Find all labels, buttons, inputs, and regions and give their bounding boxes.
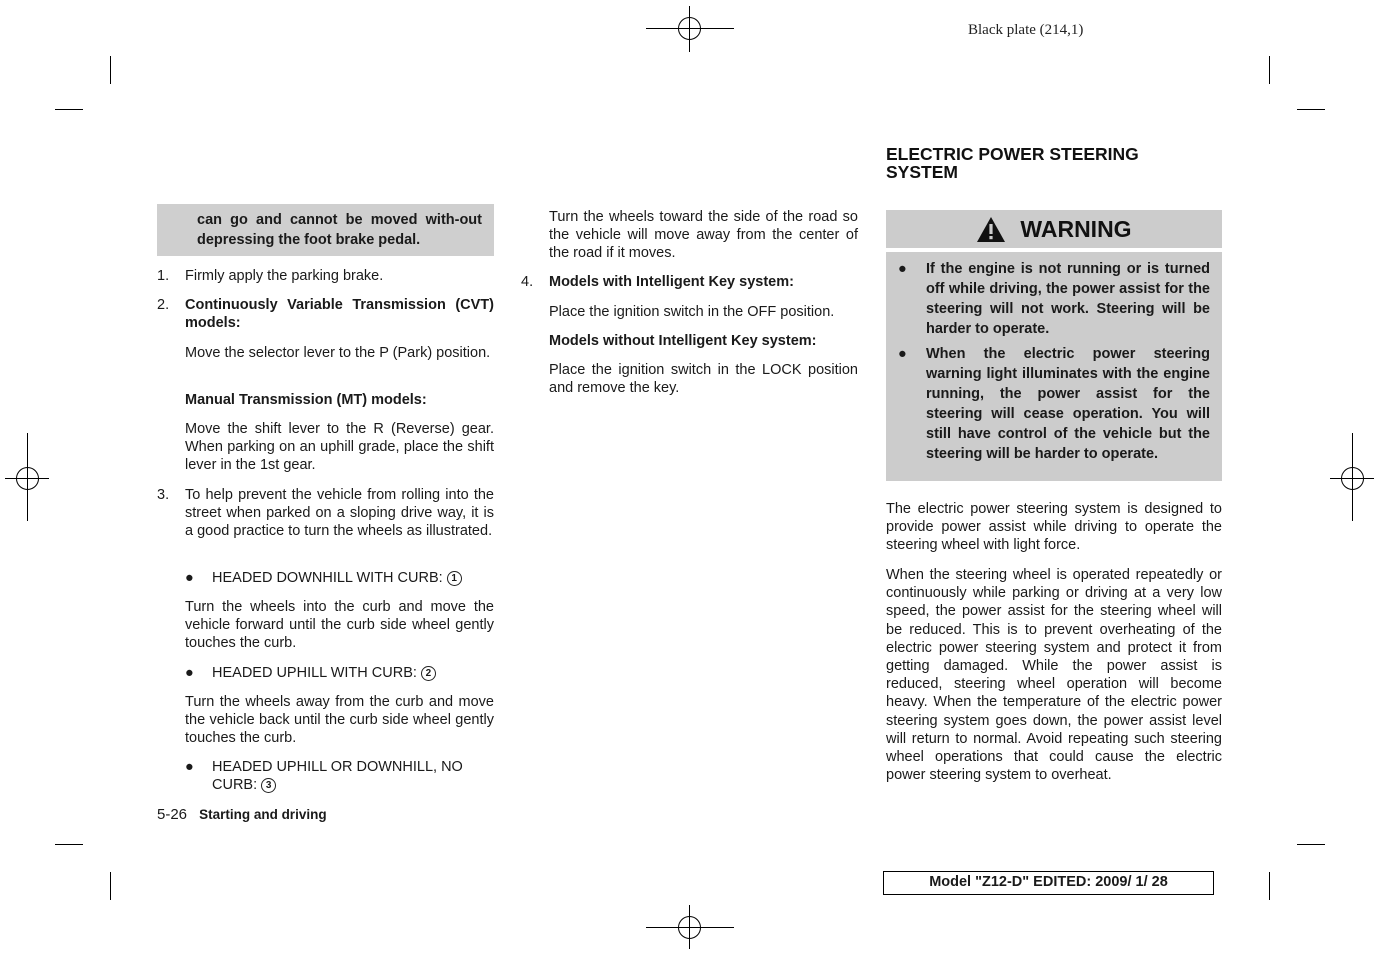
step-1 (157, 267, 494, 285)
warning-bullet (898, 259, 1210, 339)
continued-shaded-box (157, 204, 494, 256)
section-title: ELECTRIC POWER STEERING SYSTEM (886, 144, 1139, 182)
callout-marker: 2 (421, 666, 436, 681)
bullet-label-line2: CURB: (212, 777, 258, 794)
step-number: 3. (157, 487, 170, 503)
warning-bullet (898, 344, 1210, 464)
bullet-dot: ● (898, 261, 907, 277)
no-intelligent-key-text: Place the ignition switch in the LOCK position and remove the key. (549, 362, 858, 397)
bullet-downhill-curb (185, 569, 494, 587)
wheels-toward-road-text: Turn the wheels toward the side of the road so the vehicle will move away from the center of the road if it moves. (549, 209, 858, 262)
step-number: 4. (521, 274, 534, 290)
warning-header (886, 210, 1222, 248)
mt-text: Move the shift lever to the R (Reverse) gear. When parking on an uphill grade, place the shift lever in the 1st gear. (185, 421, 494, 474)
page-footer-label (157, 806, 327, 824)
crosshair-icon (678, 916, 701, 939)
model-edited-box (883, 871, 1214, 895)
step-number: 1. (157, 268, 170, 284)
step-1-text: Firmly apply the parking brake. (185, 268, 384, 284)
bullet-uphill-curb (185, 664, 494, 682)
cvt-text: Move the selector lever to the P (Park) position. (185, 345, 491, 361)
warning-title: WARNING (1020, 215, 1132, 242)
eps-paragraph-2: When the steering wheel is operated repeatedly or continuously while parking or driving at a very low speed, the power assist for the steering wheel will be reduced. This is to prevent overheating of the electric power steering system and protect it from getting damaged. While the power assist is reduced, steering wheel operation will become heavy. When the temperature of the electric power steering system goes down, the power assist level will return to normal. Avoid repeating such steering wheel operations that could cause the electric power steering system to overheat. (886, 567, 1222, 784)
cvt-heading: Continuously Variable Transmission (CVT) models: (185, 297, 494, 332)
shaded-box-text: can go and cannot be moved with-out depressing the foot brake pedal. (197, 212, 482, 248)
callout-marker: 1 (447, 571, 462, 586)
no-intelligent-key-heading: Models without Intelligent Key system: (549, 333, 817, 349)
step-number: 2. (157, 297, 170, 313)
model-edited-text: Model "Z12-D" EDITED: 2009/ 1/ 28 (929, 874, 1168, 890)
warning-box (886, 210, 1222, 481)
eps-paragraph-1: The electric power steering system is designed to provide power assist while driving to operate the steering wheel with light force. (886, 501, 1222, 554)
intelligent-key-heading: Models with Intelligent Key system: (549, 274, 794, 290)
uphill-curb-text: Turn the wheels away from the curb and move the vehicle back until the curb side wheel gently touches the curb. (185, 694, 494, 747)
page-number: 5-26 (157, 806, 188, 823)
bullet-label: HEADED DOWNHILL WITH CURB: (212, 570, 443, 586)
step-3-text: To help prevent the vehicle from rolling into the street when parked on a sloping drive way, it is a good practice to turn the wheels as illustrated. (185, 487, 494, 540)
bullet-label-line1: HEADED UPHILL OR DOWNHILL, NO (212, 759, 463, 775)
bullet-label: HEADED UPHILL WITH CURB: (212, 665, 417, 681)
bullet-dot: ● (898, 346, 907, 362)
bullet-no-curb (185, 758, 494, 794)
plate-label: Black plate (214,1) (968, 22, 1084, 38)
step-3 (157, 486, 494, 541)
warning-body (886, 252, 1222, 481)
crosshair-icon (1341, 467, 1364, 490)
downhill-curb-text: Turn the wheels into the curb and move the vehicle forward until the curb side wheel gently touches the curb. (185, 599, 494, 652)
mt-heading: Manual Transmission (MT) models: (185, 392, 427, 408)
warning-bullet-text: If the engine is not running or is turned off while driving, the power assist for the steering will not work. Steering will be harder to operate. (926, 261, 1210, 337)
warning-bullet-text: When the electric power steering warning light illuminates with the engine running, the power assist for the steering will cease operation. You will still have control of the vehicle but the steering will be harder to operate. (926, 346, 1210, 462)
footer-section: Starting and driving (199, 807, 327, 822)
callout-marker: 3 (261, 778, 276, 793)
intelligent-key-text: Place the ignition switch in the OFF position. (549, 304, 835, 320)
crosshair-icon (16, 467, 39, 490)
bullet-dot: ● (185, 570, 194, 586)
step-4 (521, 273, 858, 291)
bullet-dot: ● (185, 665, 194, 681)
step-2 (157, 296, 494, 332)
bullet-dot: ● (185, 759, 194, 775)
warning-triangle-icon (976, 216, 1006, 243)
crosshair-icon (678, 17, 701, 40)
